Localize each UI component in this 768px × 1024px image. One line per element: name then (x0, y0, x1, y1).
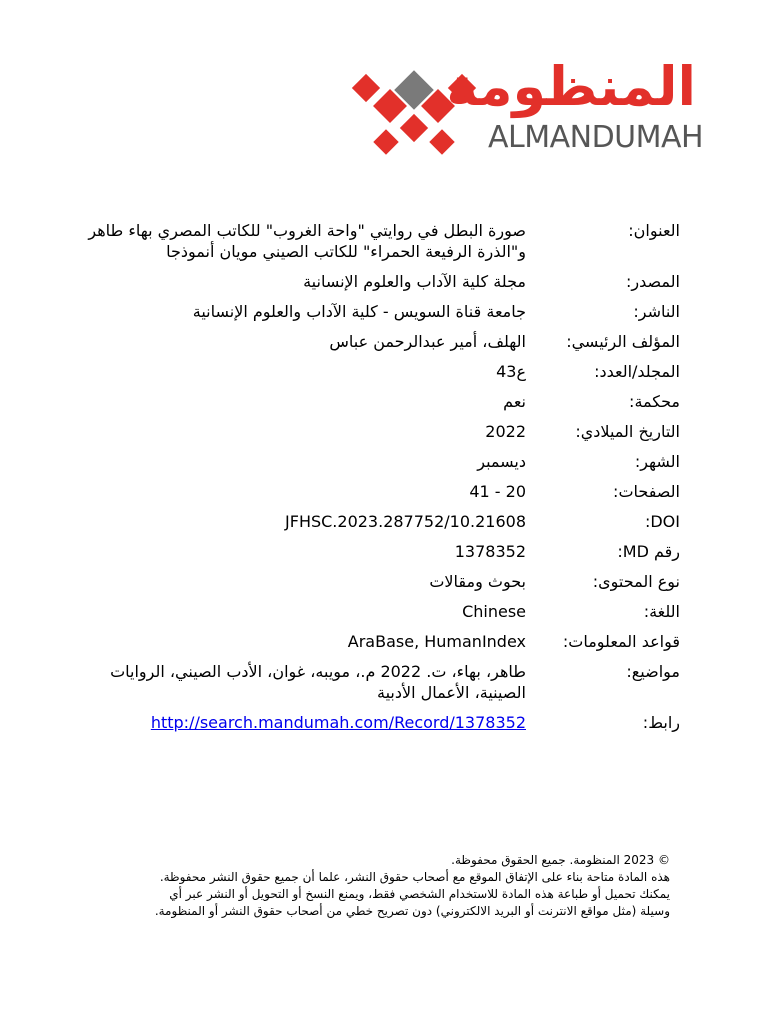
field-label: اللغة: (643, 602, 680, 621)
record-link[interactable]: http://search.mandumah.com/Record/1378352 (150, 713, 526, 732)
field-databases (84, 631, 680, 661)
field-label: الشهر: (634, 452, 680, 471)
field-title (84, 220, 680, 271)
field-value: 2022 (485, 422, 526, 441)
field-value (84, 712, 526, 742)
field-main-author (84, 331, 680, 361)
field-label: مواضيع: (626, 662, 680, 681)
field-publisher (84, 301, 680, 331)
logo-arabic-wordmark: المنظومة (446, 55, 696, 118)
notice-line: يمكنك تحميل أو طباعة هذه المادة للاستخدام الشخصي فقط، ويمنع النسخ أو التحويل أو النشر عبر أي (169, 887, 670, 901)
copyright-notice (60, 852, 670, 920)
field-label: الصفحات: (613, 482, 680, 501)
copyright-line: © 2023 المنظومة. جميع الحقوق محفوظة. (451, 853, 670, 867)
field-label: رقم MD: (617, 542, 680, 561)
field-volume-issue (84, 361, 680, 391)
field-label: نوع المحتوى: (592, 572, 680, 591)
field-label: المؤلف الرئيسي: (566, 332, 680, 351)
field-link (84, 712, 680, 742)
field-doi (84, 511, 680, 541)
field-content-type (84, 571, 680, 601)
field-subjects (84, 661, 680, 712)
notice-line: وسيلة (مثل مواقع الانترنت أو البريد الالكتروني) دون تصريح خطي من أصحاب حقوق النشر أو المنظومة. (154, 904, 670, 918)
field-value: الهلف، أمير عبدالرحمن عباس (329, 332, 526, 351)
field-label: محكمة: (629, 392, 680, 411)
field-label: المجلد/العدد: (594, 362, 680, 381)
field-label: رابط: (642, 713, 680, 732)
field-value: 20 - 41 (469, 482, 526, 501)
field-value: جامعة قناة السويس - كلية الآداب والعلوم الإنسانية (192, 302, 526, 321)
field-value: AraBase, HumanIndex (347, 632, 526, 651)
record-metadata-table (84, 220, 680, 742)
field-month (84, 451, 680, 481)
field-value: Chinese (462, 602, 526, 621)
field-year (84, 421, 680, 451)
field-value: بحوث ومقالات (429, 572, 526, 591)
field-value: ديسمبر (477, 452, 526, 471)
field-label: الناشر: (633, 302, 680, 321)
field-language (84, 601, 680, 631)
field-label: قواعد المعلومات: (562, 632, 680, 651)
field-value: مجلة كلية الآداب والعلوم الإنسانية (303, 272, 526, 291)
field-md-number (84, 541, 680, 571)
almandumah-logo (346, 55, 704, 156)
field-value: طاهر، بهاء، ت. 2022 م.، مويبه، غوان، الأدب الصيني، الروايات الصينية، الأعمال الأدبية (110, 662, 526, 702)
field-value: نعم (503, 392, 526, 411)
field-pages (84, 481, 680, 511)
field-label: المصدر: (626, 272, 680, 291)
field-value: ع43 (496, 362, 526, 381)
notice-line: هذه المادة متاحة بناء على الإتفاق الموقع مع أصحاب حقوق النشر، علما أن جميع حقوق النشر محفوظة. (159, 870, 670, 884)
field-source (84, 271, 680, 301)
field-value: صورة البطل في روايتي "واحة الغروب" للكاتب المصري بهاء طاهر و"الذرة الرفيعة الحمراء" للكاتب الصيني مويان أنموذجا (88, 221, 526, 261)
field-label: DOI: (644, 512, 680, 531)
field-value: 10.21608/JFHSC.2023.287752 (285, 512, 526, 531)
field-label: العنوان: (628, 221, 680, 240)
field-peer-reviewed (84, 391, 680, 421)
field-label: التاريخ الميلادي: (575, 422, 680, 441)
field-value: 1378352 (454, 542, 526, 561)
logo-english-wordmark: ALMANDUMAH (488, 120, 704, 155)
